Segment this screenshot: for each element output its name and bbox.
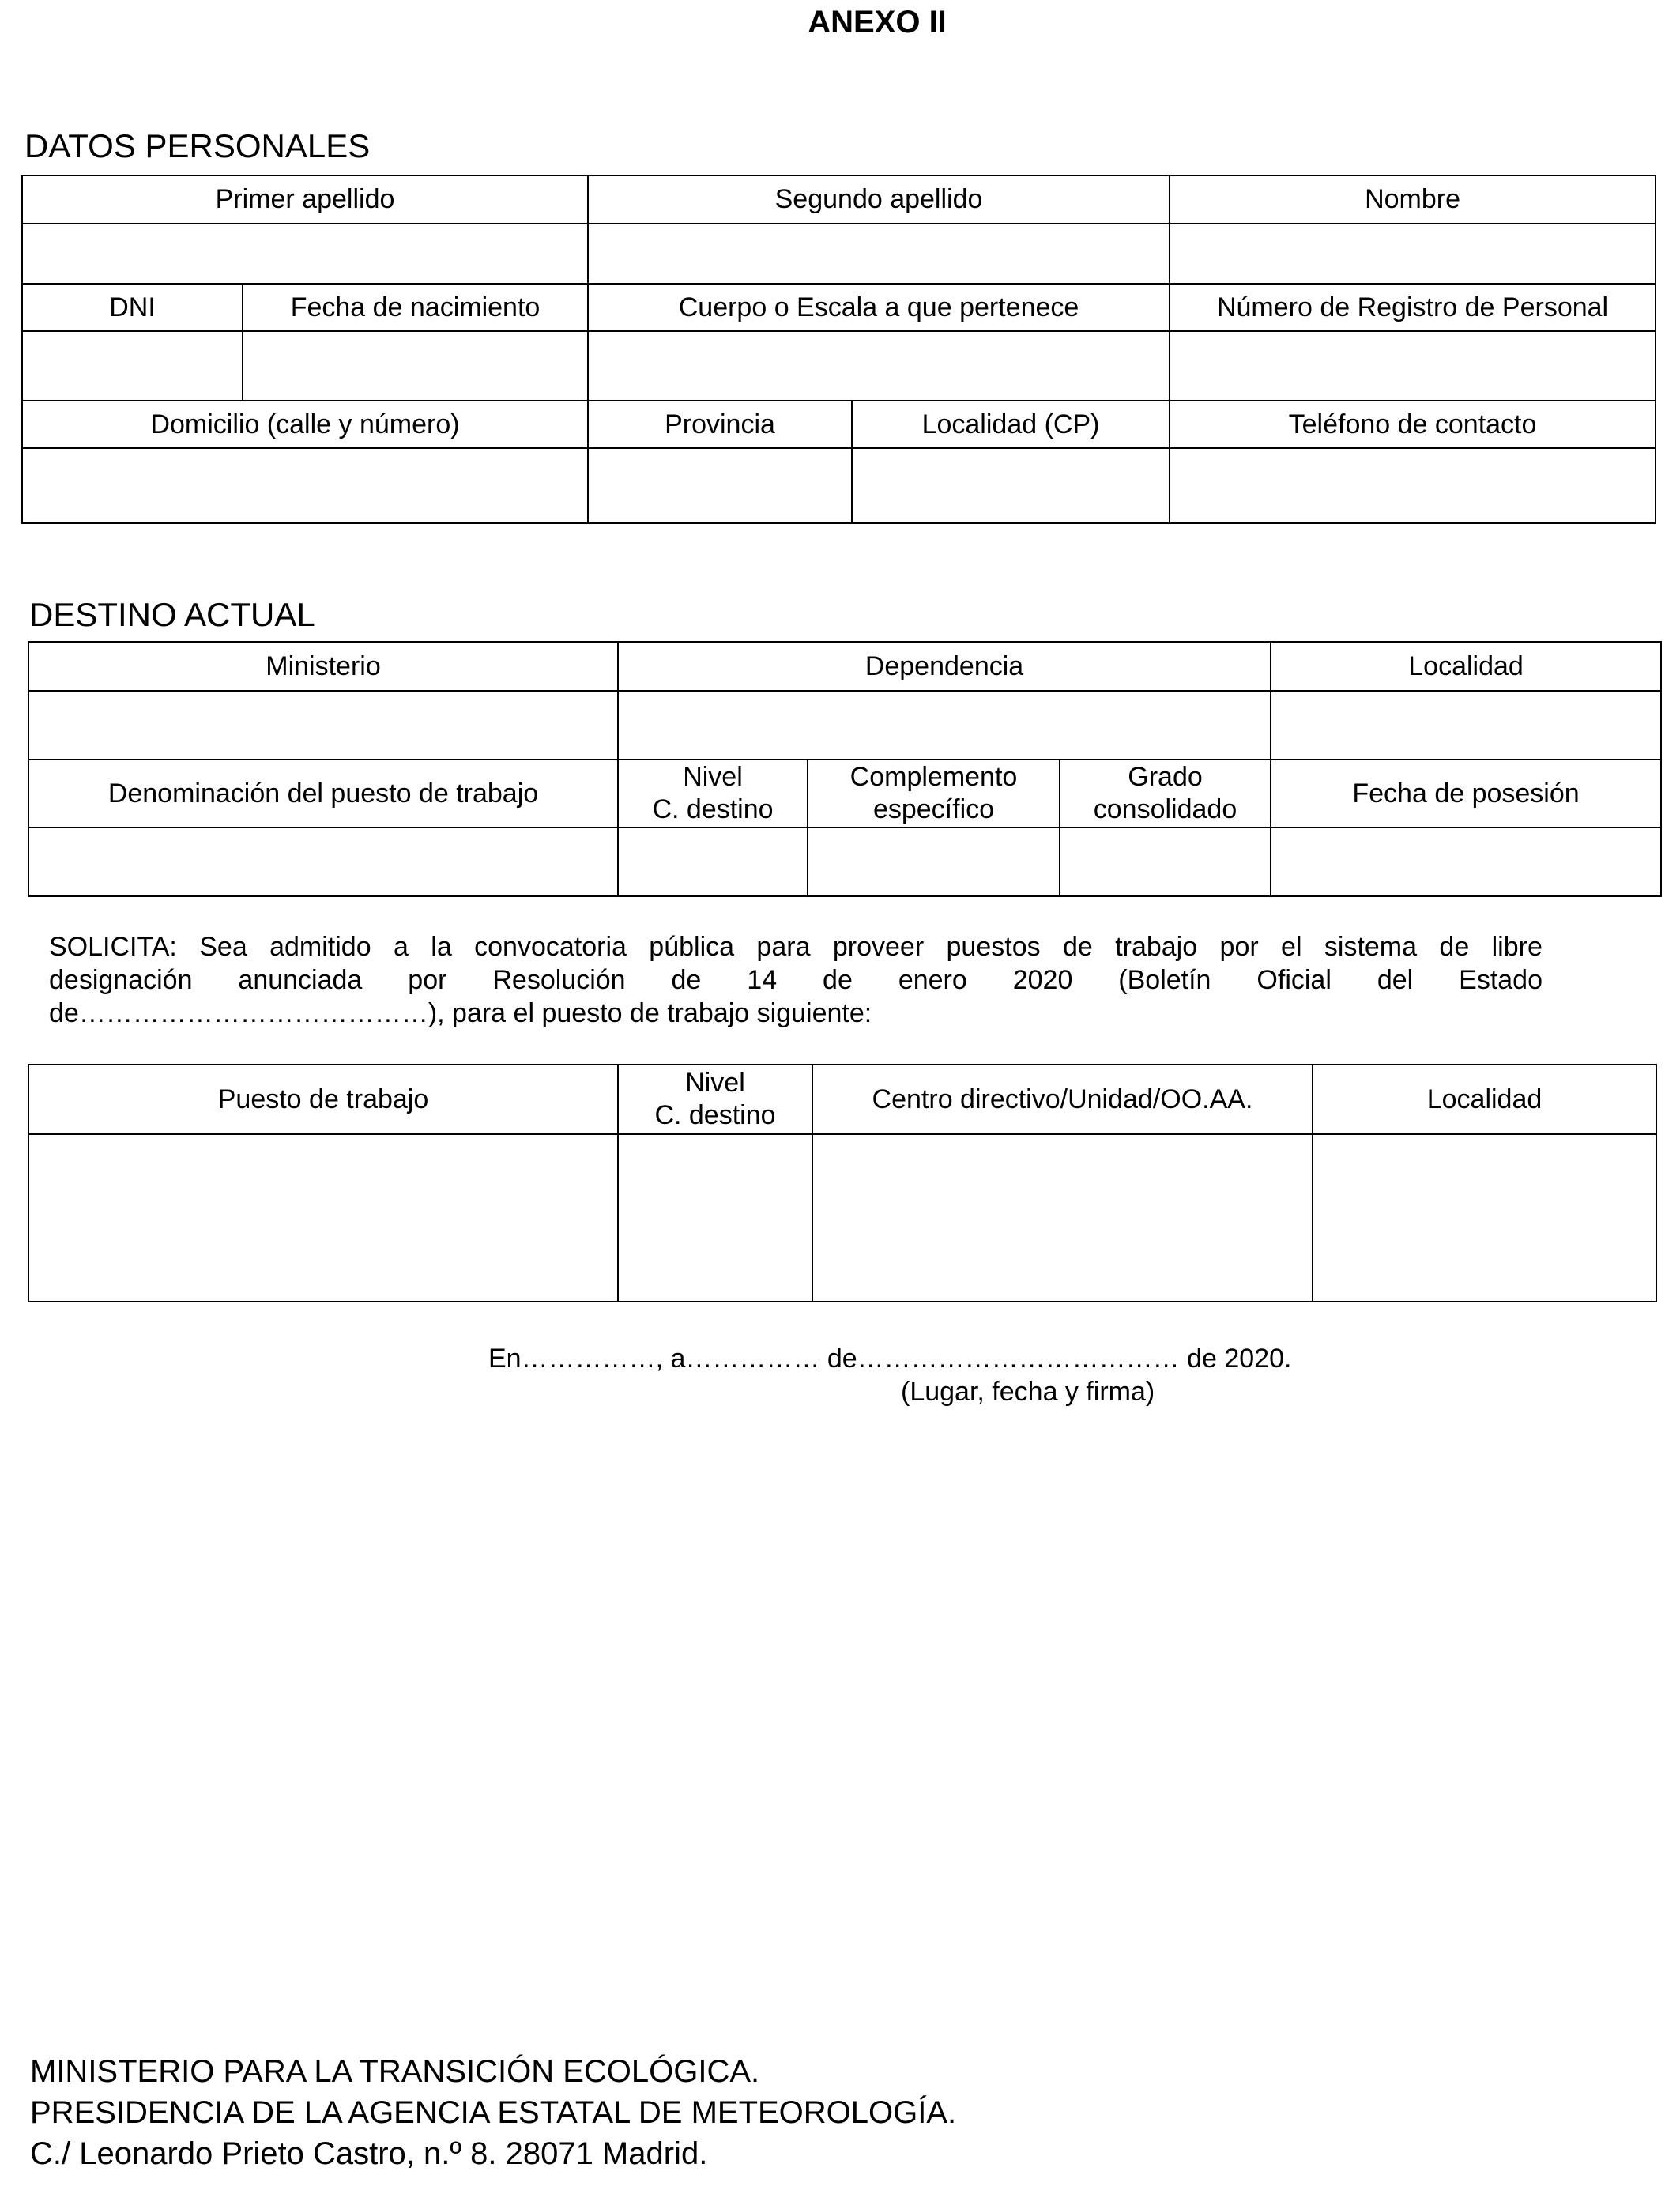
datos-personales-table <box>21 175 1656 524</box>
header-cuerpo-escala: Cuerpo o Escala a que pertenece <box>588 284 1170 331</box>
line1-word: pública <box>649 932 735 962</box>
line1-word: sistema <box>1324 932 1418 962</box>
header-nombre: Nombre <box>1170 175 1656 224</box>
line2-word: enero <box>898 965 967 995</box>
line1-word: admitido <box>269 932 371 962</box>
header-telefono: Teléfono de contacto <box>1170 401 1656 448</box>
field-dni[interactable] <box>22 331 243 401</box>
field-domicilio[interactable] <box>22 448 588 523</box>
header-primer-apellido: Primer apellido <box>22 175 588 224</box>
puesto-solicitado-table <box>28 1064 1657 1302</box>
line2-word: designación <box>49 965 193 995</box>
header-ministerio: Ministerio <box>28 642 618 691</box>
line1-word: trabajo <box>1115 932 1198 962</box>
lugar-fecha-caption: (Lugar, fecha y firma) <box>901 1377 1155 1407</box>
field-dependencia[interactable] <box>618 691 1271 760</box>
header-fecha-nacimiento: Fecha de nacimiento <box>243 284 588 331</box>
field-segundo-apellido[interactable] <box>588 224 1170 284</box>
field-numero-registro[interactable] <box>1170 331 1656 401</box>
header-domicilio: Domicilio (calle y número) <box>22 401 588 448</box>
line2-word: Oficial <box>1256 965 1332 995</box>
header-grado-line2: consolidado <box>1093 794 1237 824</box>
line1-word: de <box>1062 932 1093 962</box>
section-heading-destino-actual: DESTINO ACTUAL <box>29 596 315 633</box>
field-fecha-nacimiento[interactable] <box>243 331 588 401</box>
line1-word: la <box>431 932 452 962</box>
solicita-paragraph <box>49 930 1543 1030</box>
line1-word: para <box>756 932 811 962</box>
footer-ministerio: MINISTERIO PARA LA TRANSICIÓN ECOLÓGICA. <box>30 2054 760 2089</box>
header-nivel-c-destino <box>618 760 808 827</box>
field-cuerpo-escala[interactable] <box>588 331 1170 401</box>
header-nivel-c-destino-solicitado <box>618 1065 812 1134</box>
line2-word: 2020 <box>1012 965 1073 995</box>
field-fecha-posesion[interactable] <box>1271 827 1661 896</box>
line2-word: por <box>408 965 447 995</box>
line1-word: de <box>1439 932 1470 962</box>
line1-word: libre <box>1491 932 1543 962</box>
solicita-line-2 <box>49 963 1543 997</box>
line2-word: del <box>1377 965 1414 995</box>
header-localidad-cp: Localidad (CP) <box>852 401 1170 448</box>
lugar-fecha-line: En……………, a…………… de……………………………… de 2020. <box>488 1344 1292 1374</box>
header-complemento-especifico <box>808 760 1060 827</box>
footer-presidencia: PRESIDENCIA DE LA AGENCIA ESTATAL DE METEOROLOGÍA. <box>30 2095 957 2130</box>
field-centro-directivo[interactable] <box>812 1134 1313 1302</box>
header-dni: DNI <box>22 284 243 331</box>
header-puesto-trabajo: Puesto de trabajo <box>28 1065 618 1134</box>
line2-word: Resolución <box>492 965 626 995</box>
field-denominacion-puesto[interactable] <box>28 827 618 896</box>
line2-word: de <box>823 965 853 995</box>
line1-word: convocatoria <box>474 932 627 962</box>
document-title: ANEXO II <box>808 5 947 40</box>
field-telefono[interactable] <box>1170 448 1656 523</box>
header-localidad-solicitado: Localidad <box>1313 1065 1656 1134</box>
destino-actual-table <box>28 641 1662 897</box>
header-denominacion-puesto: Denominación del puesto de trabajo <box>28 760 618 827</box>
section-heading-datos-personales: DATOS PERSONALES <box>24 127 371 164</box>
line1-word: SOLICITA: <box>49 932 177 962</box>
line1-word: puestos <box>946 932 1041 962</box>
field-nivel-c-destino[interactable] <box>618 827 808 896</box>
line2-word: Estado <box>1459 965 1543 995</box>
field-complemento-especifico[interactable] <box>808 827 1060 896</box>
field-primer-apellido[interactable] <box>22 224 588 284</box>
line1-word: Sea <box>199 932 247 962</box>
header-nivel-line1: Nivel <box>683 762 743 792</box>
header-fecha-posesion: Fecha de posesión <box>1271 760 1661 827</box>
field-provincia[interactable] <box>588 448 852 523</box>
line2-word: 14 <box>747 965 778 995</box>
field-grado-consolidado[interactable] <box>1060 827 1271 896</box>
field-puesto-trabajo[interactable] <box>28 1134 618 1302</box>
solicita-line-3: de…………………………………), para el puesto de trabajo siguiente: <box>49 998 872 1028</box>
header-localidad-destino: Localidad <box>1271 642 1661 691</box>
header-dependencia: Dependencia <box>618 642 1271 691</box>
field-localidad-cp[interactable] <box>852 448 1170 523</box>
header-nivel-solicitado-line1: Nivel <box>685 1068 745 1098</box>
header-complemento-line2: específico <box>872 794 995 824</box>
line1-word: a <box>394 932 409 962</box>
line2-word: de <box>671 965 702 995</box>
header-nivel-line2: C. destino <box>652 794 774 824</box>
line2-word: anunciada <box>238 965 363 995</box>
line1-word: por <box>1219 932 1259 962</box>
header-grado-consolidado <box>1060 760 1271 827</box>
line1-word: proveer <box>832 932 925 962</box>
header-grado-line1: Grado <box>1128 762 1203 792</box>
header-centro-directivo: Centro directivo/Unidad/OO.AA. <box>812 1065 1313 1134</box>
header-provincia: Provincia <box>588 401 852 448</box>
line2-word: (Boletín <box>1118 965 1211 995</box>
footer-direccion: C./ Leonardo Prieto Castro, n.º 8. 28071 Madrid. <box>30 2136 708 2171</box>
field-ministerio[interactable] <box>28 691 618 760</box>
solicita-line-1 <box>49 930 1543 963</box>
field-nivel-solicitado[interactable] <box>618 1134 812 1302</box>
field-nombre[interactable] <box>1170 224 1656 284</box>
field-localidad-solicitado[interactable] <box>1313 1134 1656 1302</box>
header-numero-registro: Número de Registro de Personal <box>1170 284 1656 331</box>
header-nivel-solicitado-line2: C. destino <box>654 1100 776 1130</box>
line1-word: el <box>1281 932 1302 962</box>
header-segundo-apellido: Segundo apellido <box>588 175 1170 224</box>
field-localidad-destino[interactable] <box>1271 691 1661 760</box>
header-complemento-line1: Complemento <box>849 762 1018 792</box>
